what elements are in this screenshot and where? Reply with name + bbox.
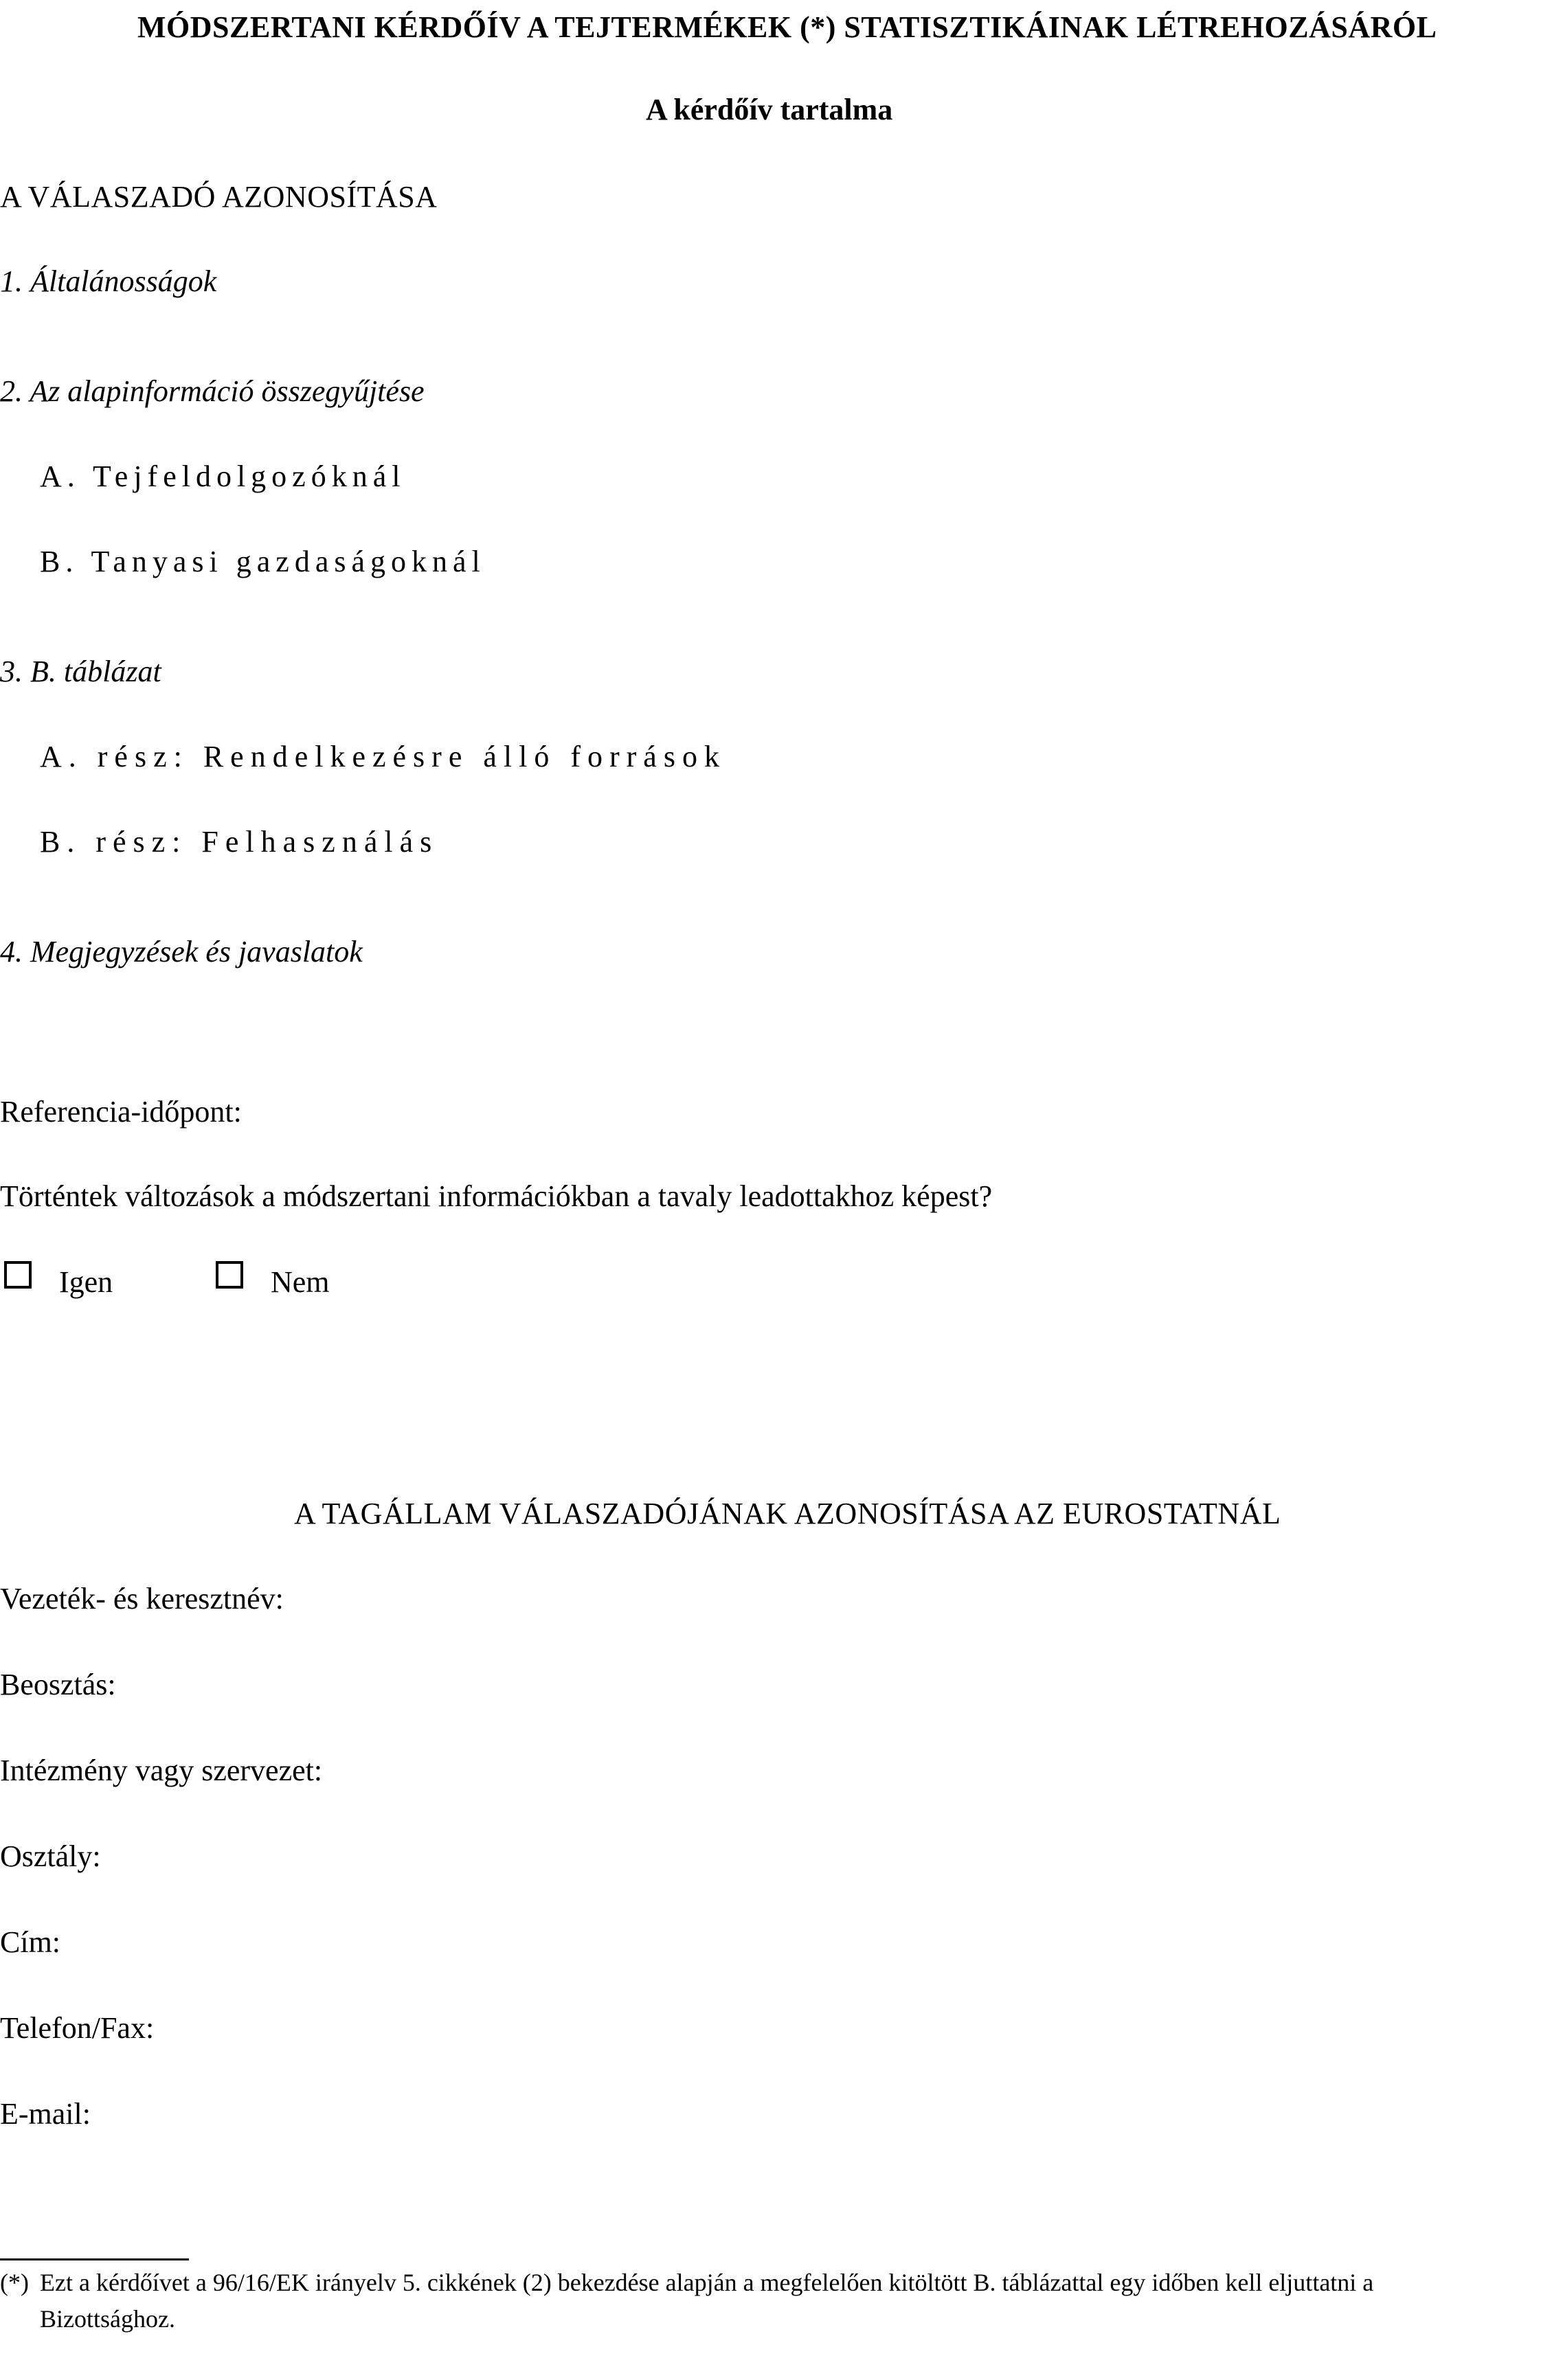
contents-subitem-dairies: A. Tejfeldolgozóknál: [40, 460, 406, 493]
position-field-label: Beosztás:: [0, 1668, 116, 1701]
department-field-label: Osztály:: [0, 1839, 101, 1873]
reference-date-label: Referencia-időpont:: [0, 1095, 242, 1129]
yes-option-label: Igen: [59, 1265, 113, 1299]
organisation-field-label: Intézmény vagy szervezet:: [0, 1754, 323, 1787]
contents-subitem-farms: B. Tanyasi gazdaságoknál: [40, 545, 486, 578]
contents-item-table-b: 3. B. táblázat: [0, 655, 161, 688]
contents-subitem-uses: B. rész: Felhasználás: [40, 825, 439, 859]
contents-item-general: 1. Általánosságok: [0, 264, 217, 298]
no-option-label: Nem: [271, 1265, 330, 1299]
phone-fax-field-label: Telefon/Fax:: [0, 2011, 155, 2045]
footnote-text-continuation: Bizottsághoz.: [40, 2305, 175, 2333]
yes-checkbox[interactable]: [4, 1261, 32, 1289]
no-checkbox[interactable]: [216, 1261, 243, 1289]
changes-question: Történtek változások a módszertani információkban a tavaly leadottakhoz képest?: [0, 1179, 993, 1213]
document-title: MÓDSZERTANI KÉRDŐÍV A TEJTERMÉKEK (*) STATISZTIKÁINAK LÉTREHOZÁSÁRÓL: [137, 10, 1437, 44]
footnote-marker: (*): [0, 2269, 29, 2296]
contents-item-comments: 4. Megjegyzések és javaslatok: [0, 935, 363, 968]
contents-subitem-resources: A. rész: Rendelkezésre álló források: [40, 740, 726, 773]
eurostat-respondent-heading: A TAGÁLLAM VÁLASZADÓJÁNAK AZONOSÍTÁSA AZ EUROSTATNÁL: [294, 1497, 1281, 1530]
document-subtitle: A kérdőív tartalma: [646, 93, 893, 126]
footnote-divider: [0, 2258, 189, 2260]
name-field-label: Vezeték- és keresztnév:: [0, 1582, 284, 1616]
address-field-label: Cím:: [0, 1925, 61, 1959]
contents-item-data-collection: 2. Az alapinformáció összegyűjtése: [0, 374, 425, 408]
footnote-text: Ezt a kérdőívet a 96/16/EK irányelv 5. cikkének (2) bekezdése alapján a megfelelően kitöltött B. táblázattal egy időben kell eljuttatni a: [40, 2269, 1374, 2296]
email-field-label: E-mail:: [0, 2097, 91, 2131]
respondent-identification-heading: A VÁLASZADÓ AZONOSÍTÁSA: [0, 180, 438, 214]
